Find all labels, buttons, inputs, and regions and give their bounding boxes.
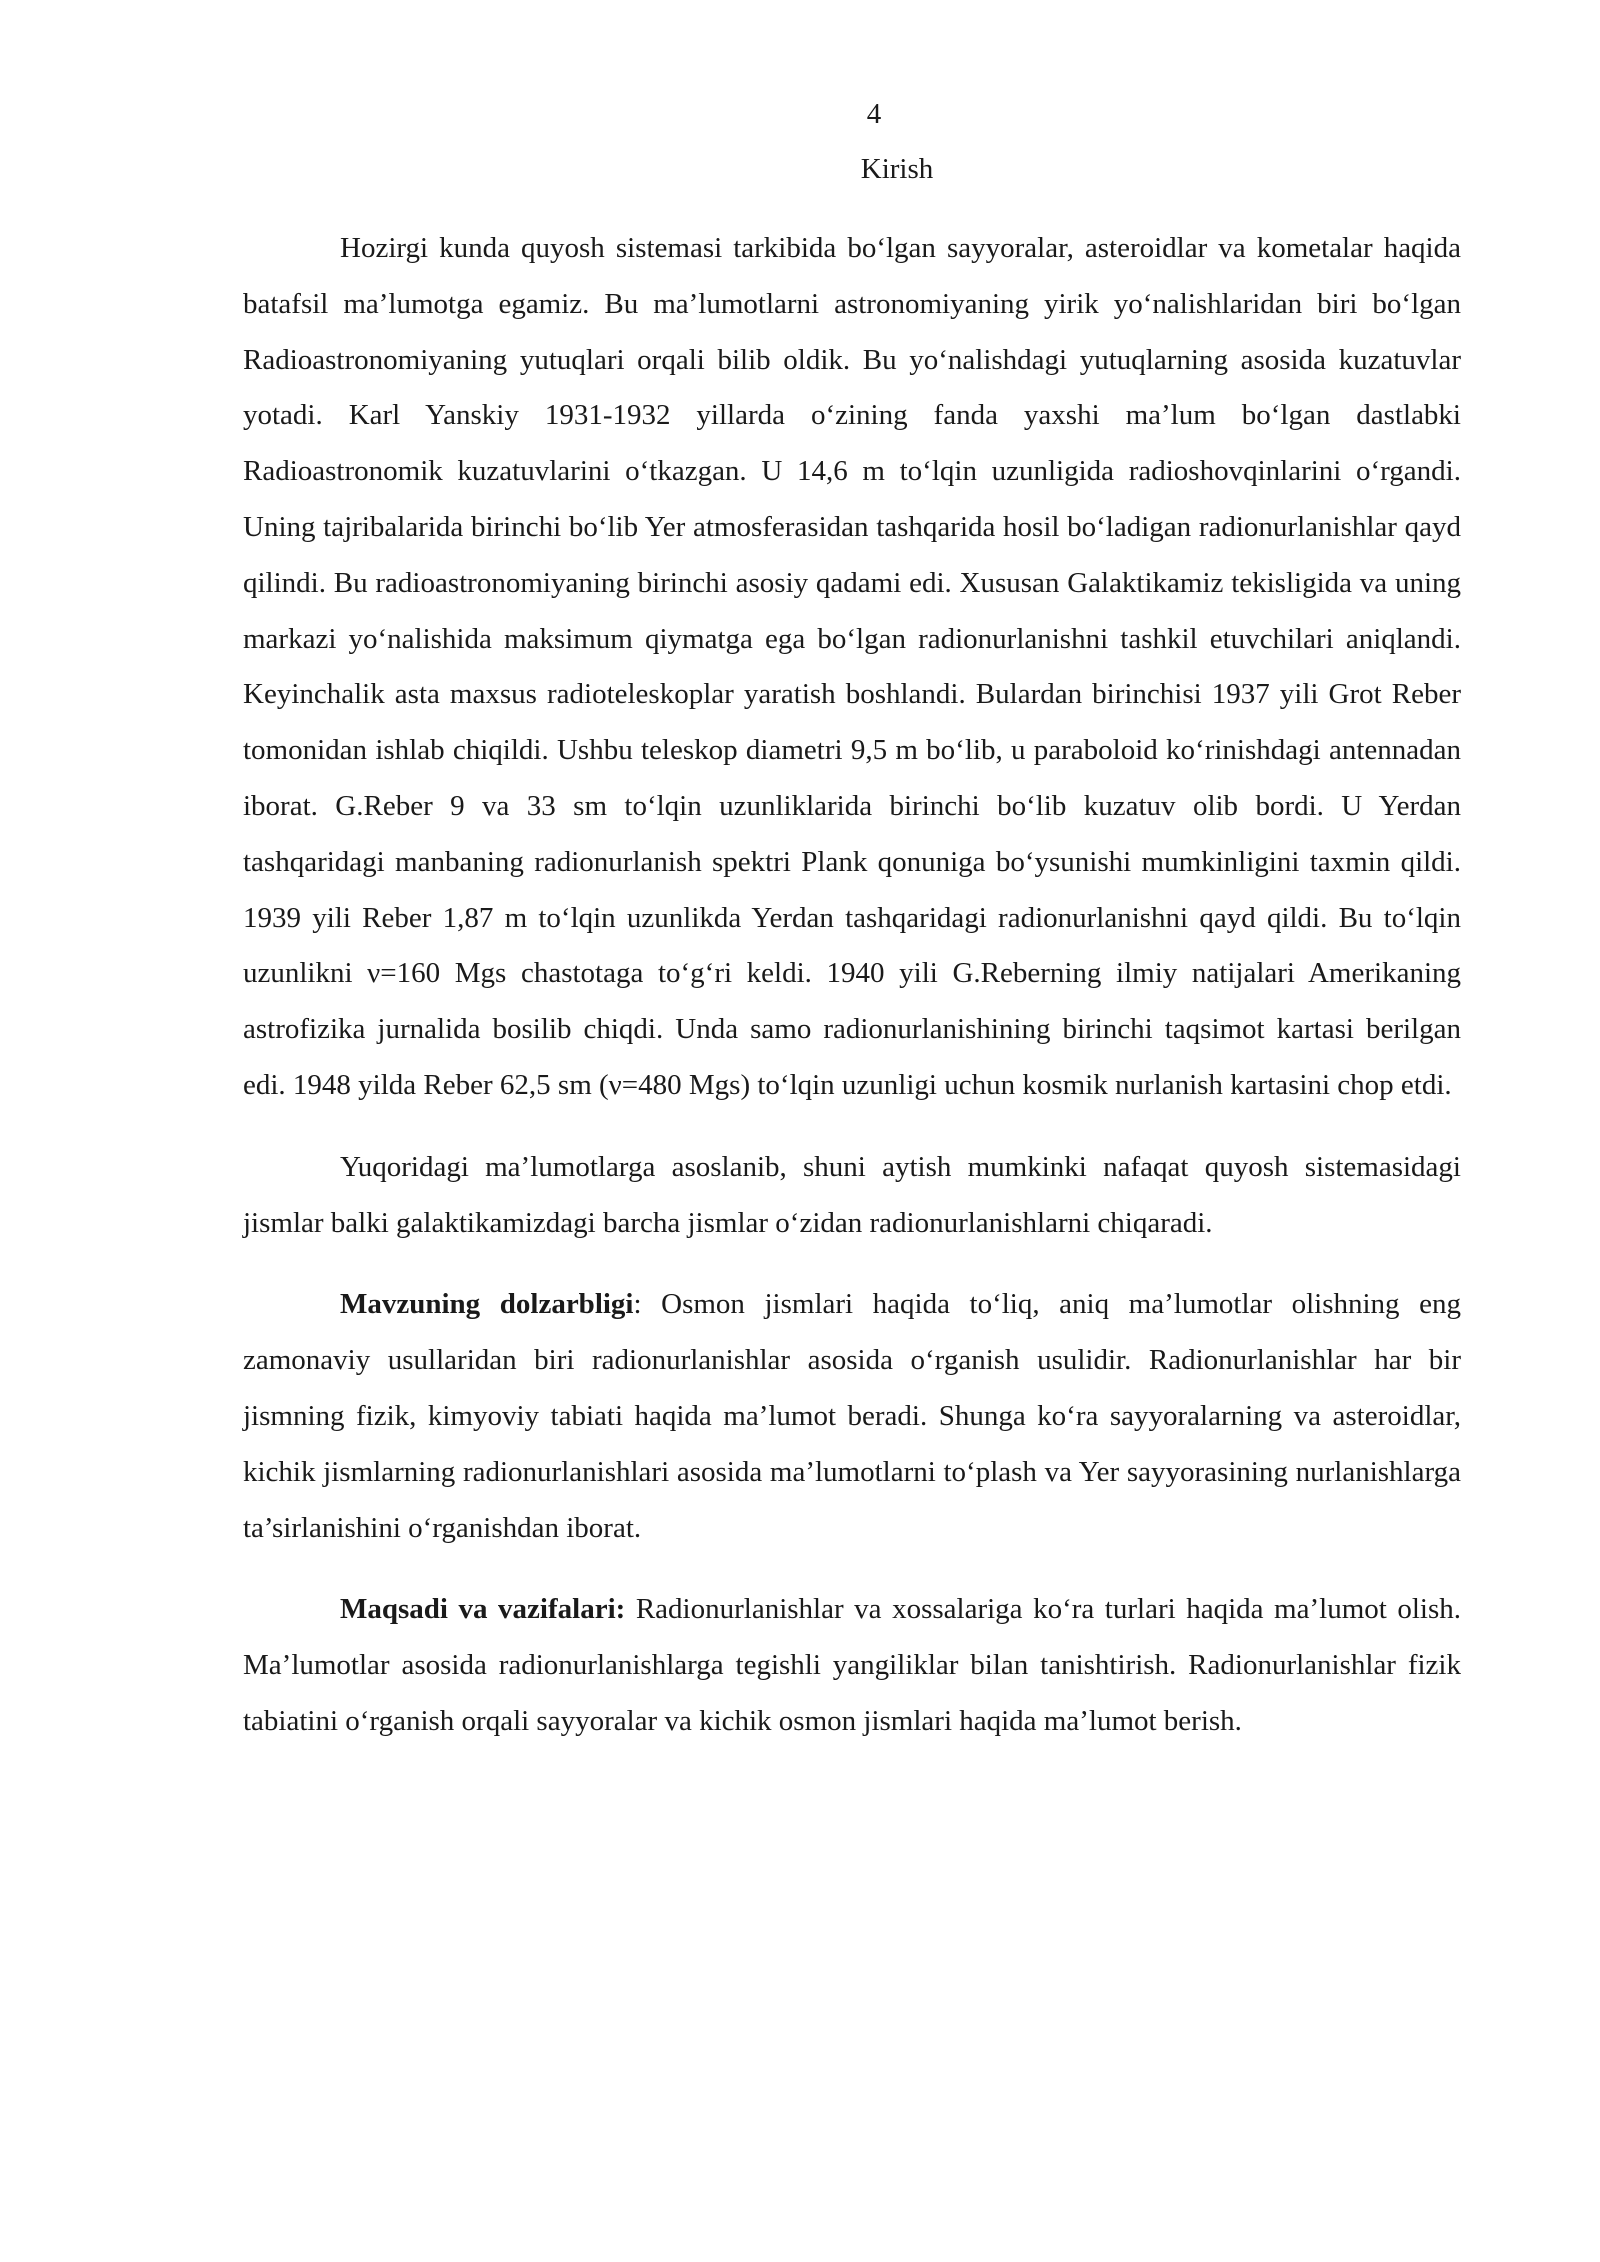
paragraph-relevance	[243, 1277, 1461, 1556]
paragraph-history-text: Hozirgi kunda quyosh sistemasi tarkibida bo‘lgan sayyoralar, asteroidlar va kometalar haqida batafsil ma’lumotga egamiz. Bu ma’lumotlarni astronomiyaning yirik yo‘nalishlaridan biri bo‘lgan Radioastronomiyaning yutuqlari orqali bilib oldik. Bu yo‘nalishdagi yutuqlarning asosida kuzatuvlar yotadi. Karl Yanskiy 1931-1932 yillarda o‘zining fanda yaxshi ma’lum bo‘lgan dastlabki Radioastronomik kuzatuvlarini o‘tkazgan. U 14,6 m to‘lqin uzunligida radioshovqinlarini o‘rgandi. Uning tajribalarida birinchi bo‘lib Yer atmosferasidan tashqarida hosil bo‘ladigan radionurlanishlar qayd qilindi. Bu radioastronomiyaning birinchi asosiy qadami edi. Xususan Galaktikamiz tekisligida va uning markazi yo‘nalishida maksimum qiymatga ega bo‘lgan radionurlanishni tashkil etuvchilari aniqlandi. Keyinchalik asta maxsus radioteleskoplar yaratish boshlandi. Bulardan birinchisi 1937 yili Grot Reber tomonidan ishlab chiqildi. Ushbu teleskop diametri 9,5 m bo‘lib, u paraboloid ko‘rinishdagi antennadan iborat. G.Reber 9 va 33 sm to‘lqin uzunliklarida birinchi bo‘lib kuzatuv olib bordi. U Yerdan tashqaridagi manbaning radionurlanish spektri Plank qonuniga bo‘ysunishi mumkinligini taxmin qildi. 1939 yili Reber 1,87 m to‘lqin uzunlikda Yerdan tashqaridagi radionurlanishni qayd qildi. Bu to‘lqin uzunlikni ν=160 Mgs chastotaga to‘g‘ri keldi. 1940 yili G.Reberning ilmiy natijalari Amerikaning astrofizika jurnalida bosilib chiqdi. Unda samo radionurlanishining birinchi taqsimot kartasi berilgan edi. 1948 yilda Reber 62,5 sm (ν=480 Mgs) to‘lqin uzunligi uchun kosmik nurlanish kartasini chop etdi.	[243, 232, 1461, 1101]
document-body	[243, 221, 1461, 1750]
paragraph-goals-text: Radionurlanishlar va xossalariga ko‘ra turlari haqida ma’lumot olish. Ma’lumotlar asosida radionurlanishlarga tegishli yangiliklar bilan tanishtirish. Radionurlanishlar fizik tabiatini o‘rganish orqali sayyoralar va kichik osmon jismlari haqida ma’lumot berish.	[243, 1593, 1462, 1737]
page-number: 4	[866, 98, 882, 130]
relevance-label: Mavzuning dolzarbligi	[340, 1288, 634, 1321]
goals-label: Maqsadi va vazifalari:	[340, 1593, 626, 1626]
paragraph-summary	[243, 1140, 1461, 1252]
paragraph-goals	[243, 1582, 1461, 1749]
section-heading: Kirish	[860, 153, 934, 185]
relevance-label-colon: :	[633, 1288, 642, 1321]
paragraph-history	[243, 221, 1461, 1114]
paragraph-summary-text: Yuqoridagi ma’lumotlarga asoslanib, shuni aytish mumkinki nafaqat quyosh sistemasidagi jismlar balki galaktikamizdagi barcha jismlar o‘zidan radionurlanishlarni chiqaradi.	[243, 1150, 1461, 1239]
paragraph-relevance-text: Osmon jismlari haqida to‘liq, aniq ma’lumotlar olishning eng zamonaviy usullaridan biri radionurlanishlar asosida o‘rganish usulidir. Radionurlanishlar har bir jismning fizik, kimyoviy tabiati haqida ma’lumot beradi. Shunga ko‘ra sayyoralarning va asteroidlar, kichik jismlarning radionurlanishlari asosida ma’lumotlarni to‘plash va Yer sayyorasining nurlanishlarga ta’sirlanishini o‘rganishdan iborat.	[243, 1288, 1461, 1544]
